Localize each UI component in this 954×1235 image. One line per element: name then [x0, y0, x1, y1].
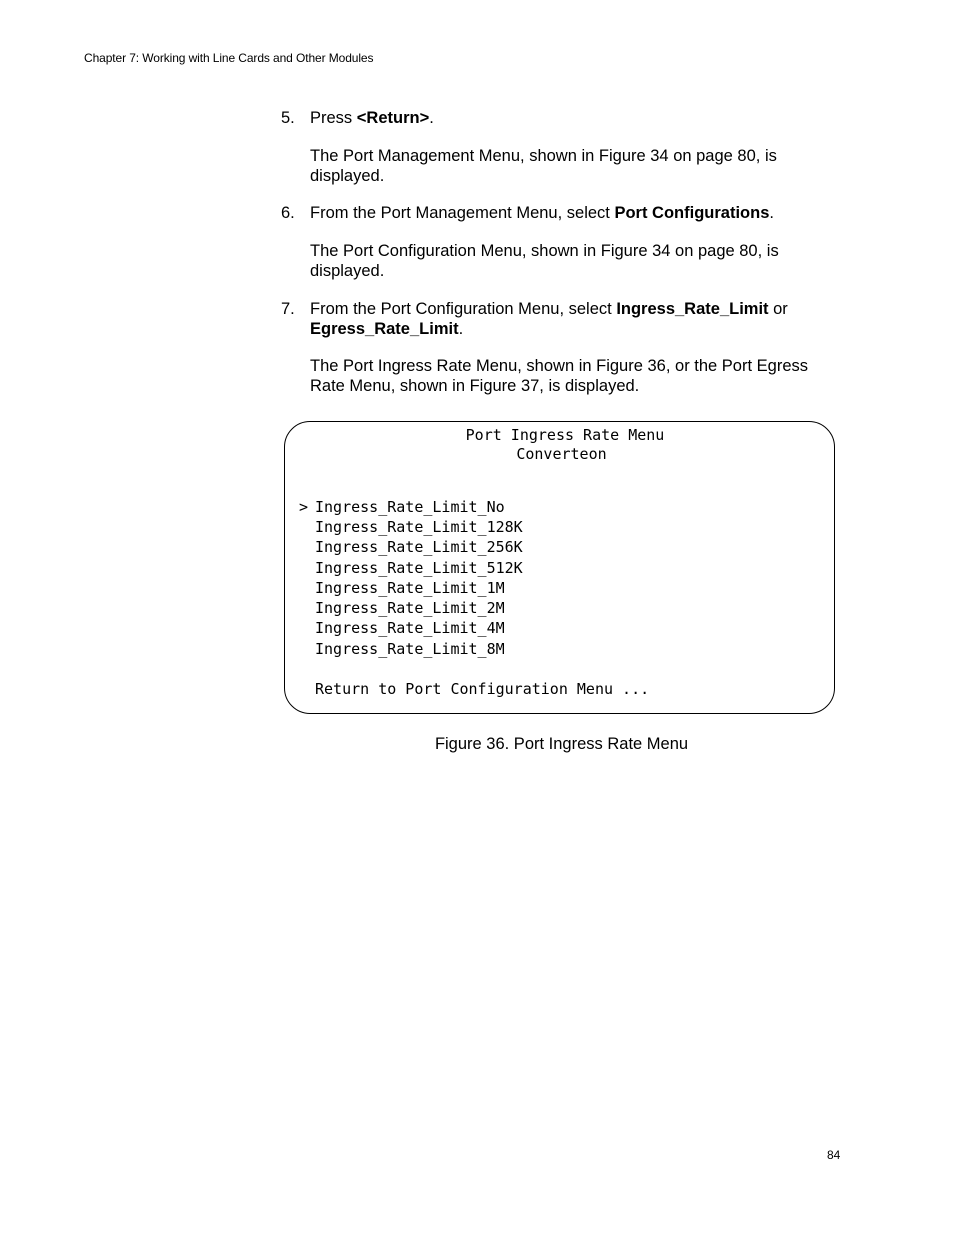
step-text-suffix: . [458, 320, 464, 338]
screen-subtitle: Converteon [516, 445, 607, 463]
menu-item-ingress-4m[interactable]: Ingress_Rate_Limit_4M [315, 619, 505, 637]
menu-item-ingress-256k[interactable]: Ingress_Rate_Limit_256K [315, 538, 523, 556]
page-number: 84 [827, 1148, 841, 1162]
step-7 [281, 299, 841, 339]
step-text-bold: Ingress_Rate_Limit [616, 300, 769, 318]
step-text [310, 203, 841, 223]
figure-caption: Figure 36. Port Ingress Rate Menu [434, 735, 689, 753]
menu-item-return[interactable]: Return to Port Configuration Menu ... [315, 680, 650, 698]
step-number: 6. [281, 204, 295, 222]
screen-title: Port Ingress Rate Menu [465, 426, 665, 444]
step-text-plain: From the Port Configuration Menu, select [310, 300, 617, 318]
menu-item-ingress-8m[interactable]: Ingress_Rate_Limit_8M [315, 640, 505, 658]
paragraph-port-management: The Port Management Menu, shown in Figure 34 on page 80, is displayed. [310, 147, 777, 185]
menu-item-ingress-no[interactable]: Ingress_Rate_Limit_No [315, 498, 505, 516]
menu-item-ingress-2m[interactable]: Ingress_Rate_Limit_2M [315, 599, 505, 617]
step-text-mid: or [768, 300, 788, 318]
paragraph-ingress-egress: The Port Ingress Rate Menu, shown in Figure 36, or the Port Egress Rate Menu, shown in Figure 37, is displayed. [310, 357, 808, 395]
step-text [310, 299, 841, 339]
step-number: 7. [281, 300, 295, 318]
step-text-bold-2: Egress_Rate_Limit [310, 320, 459, 338]
menu-item-ingress-1m[interactable]: Ingress_Rate_Limit_1M [315, 579, 505, 597]
step-5 [281, 108, 841, 128]
step-text-suffix: . [429, 109, 434, 127]
step-text-plain: From the Port Management Menu, select [310, 204, 615, 222]
step-text-plain: Press [310, 109, 357, 127]
running-header: Chapter 7: Working with Line Cards and Other Modules [84, 51, 374, 65]
cursor-indicator: > [299, 498, 309, 516]
paragraph-port-configuration: The Port Configuration Menu, shown in Figure 34 on page 80, is displayed. [310, 242, 779, 280]
step-text [310, 108, 841, 128]
step-text-suffix: . [769, 204, 774, 222]
step-6 [281, 203, 841, 223]
menu-item-ingress-128k[interactable]: Ingress_Rate_Limit_128K [315, 518, 523, 536]
menu-item-ingress-512k[interactable]: Ingress_Rate_Limit_512K [315, 559, 523, 577]
step-text-bold: <Return> [356, 109, 430, 127]
step-number: 5. [281, 109, 295, 127]
step-text-bold: Port Configurations [614, 204, 770, 222]
